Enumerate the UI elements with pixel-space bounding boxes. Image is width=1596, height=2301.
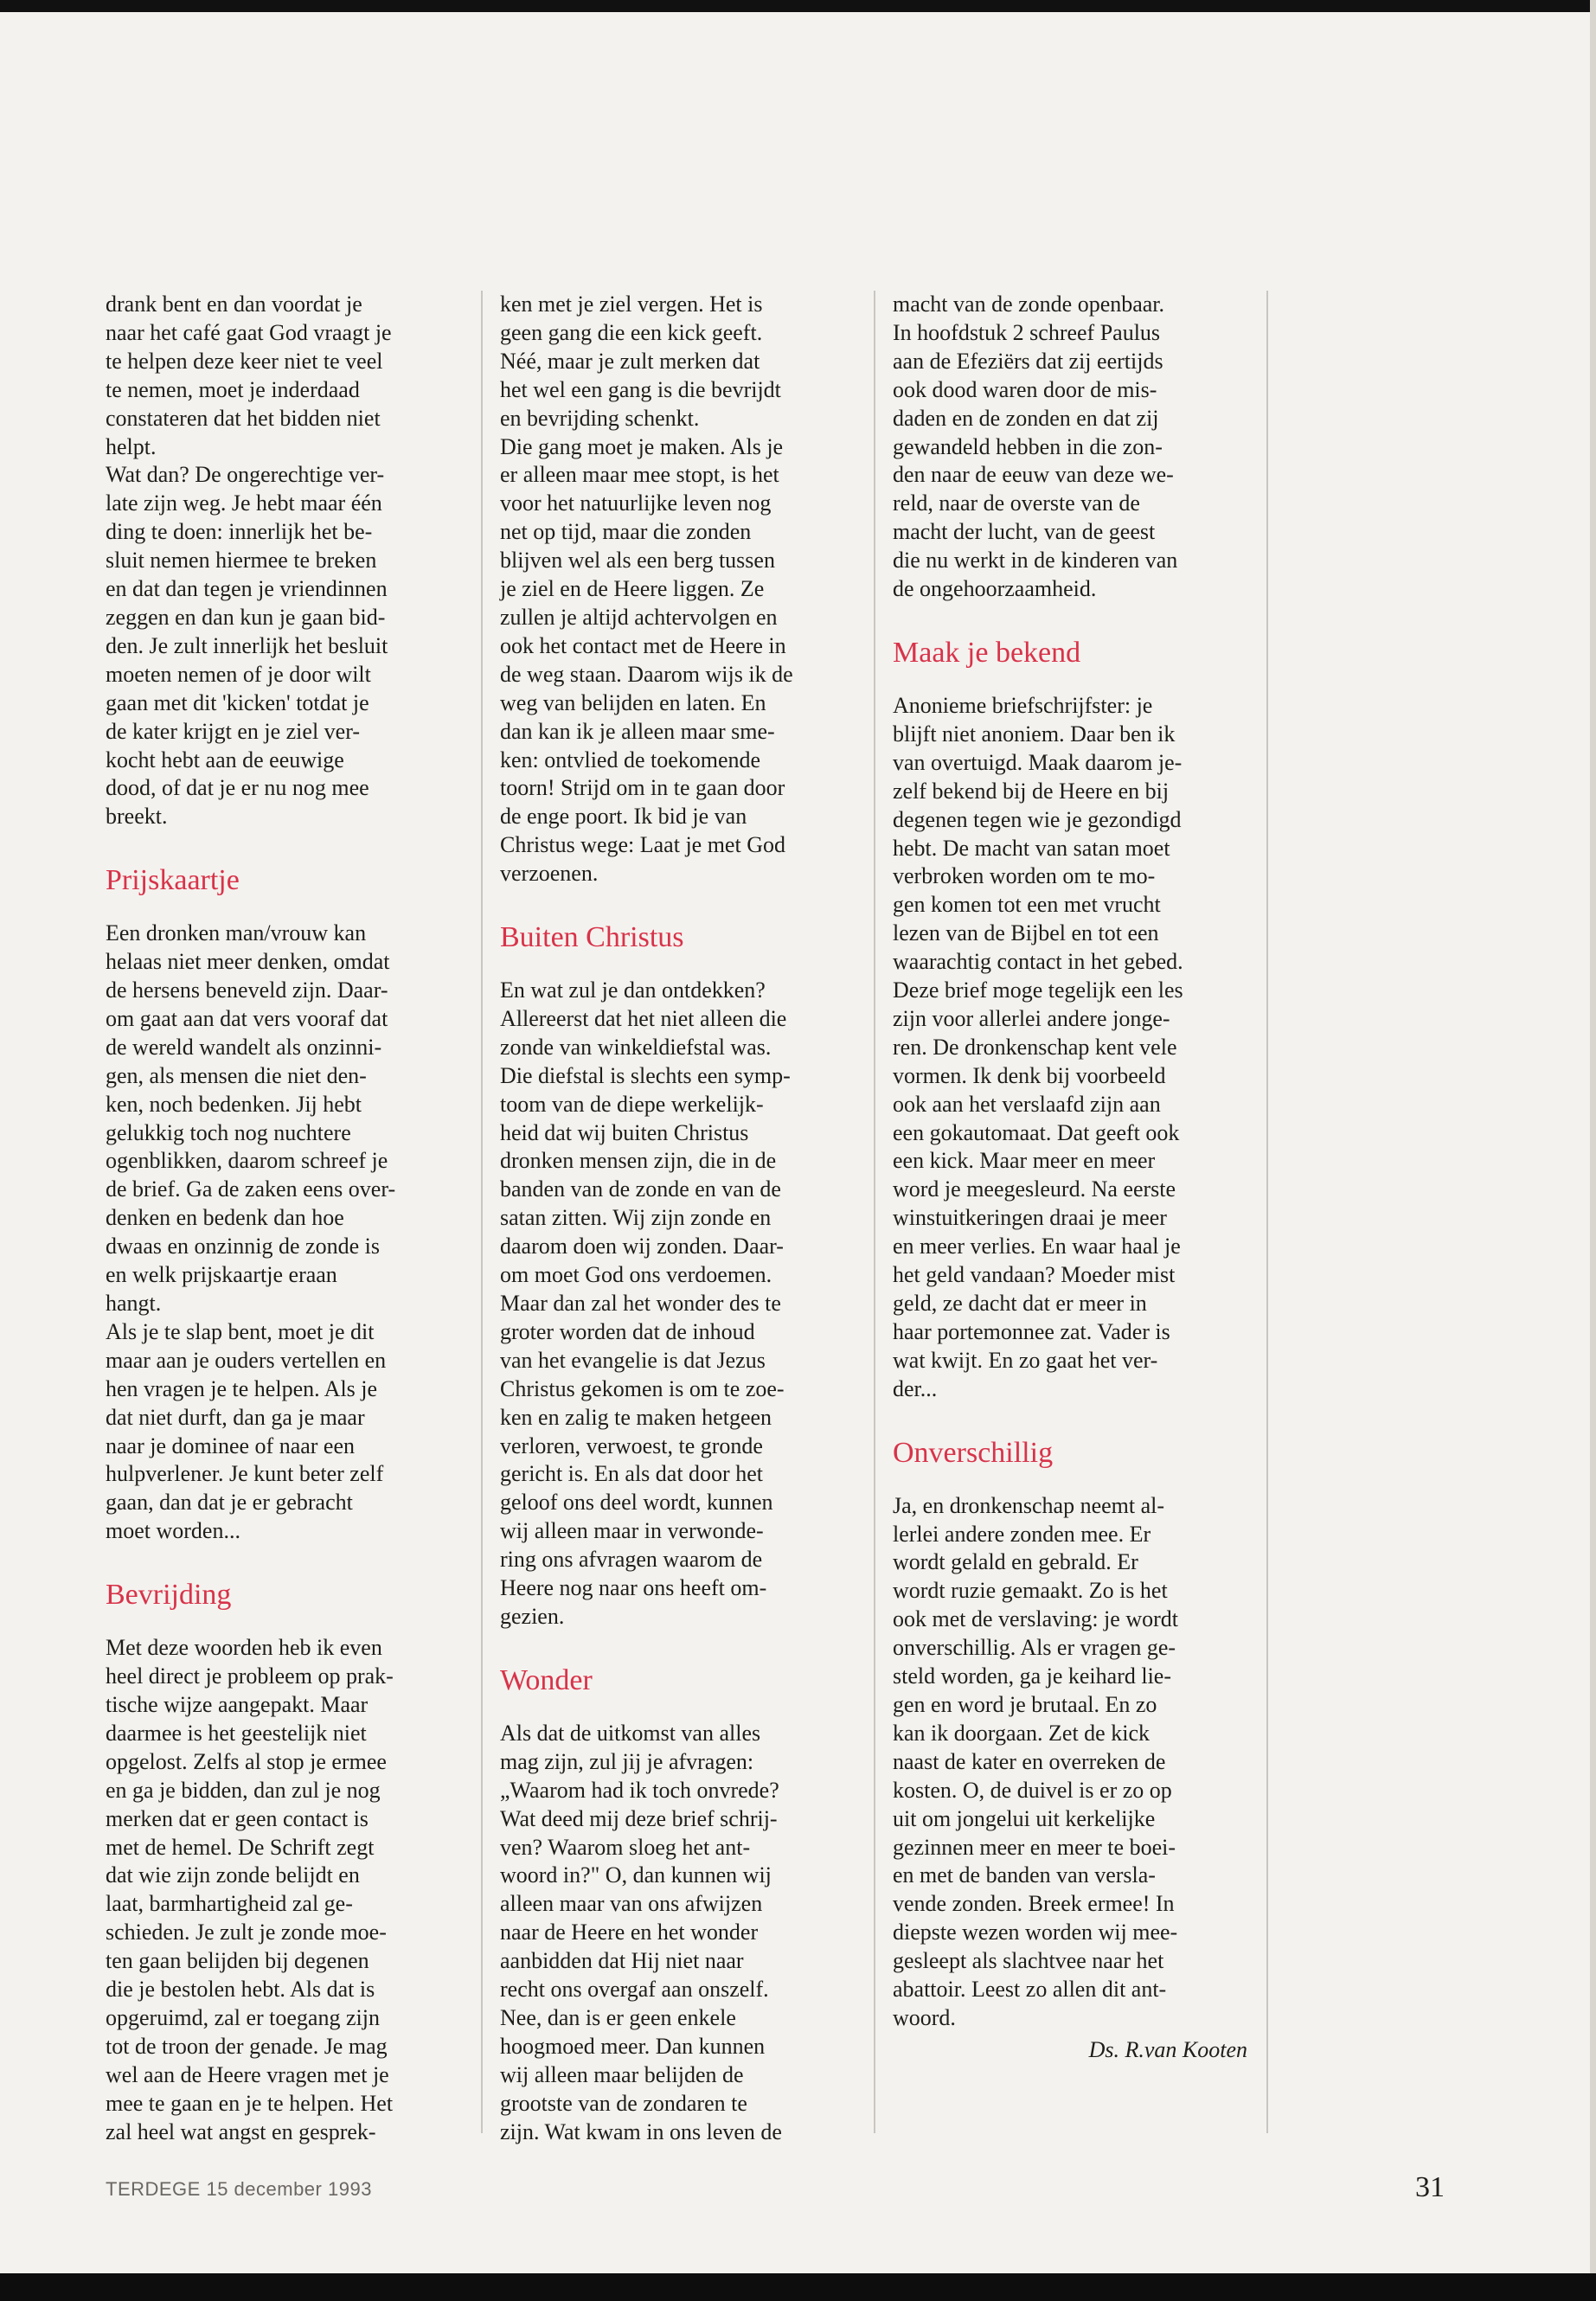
text-line: verzoenen. (500, 861, 599, 887)
text-line: Christus gekomen is om te zoe- (500, 1375, 785, 1401)
text-line: schieden. Je zult je zonde moe- (106, 1920, 387, 1945)
text-line: woord. (893, 2004, 956, 2030)
article-column-3 (893, 291, 1247, 2065)
text-line: met de hemel. De Schrift zegt (106, 1834, 375, 1860)
article-column-1 (106, 291, 460, 2146)
paragraph (500, 433, 855, 889)
text-line: vormen. Ik denk bij voorbeeld (893, 1062, 1166, 1088)
text-line: om moet God ons verdoemen. (500, 1262, 772, 1288)
text-line: en bevrijding schenkt. (500, 405, 700, 431)
text-line: laat, barmhartigheid zal ge- (106, 1891, 353, 1917)
section-heading: Bevrijding (106, 1579, 232, 1612)
text-line: wij alleen maar belijden de (500, 2061, 744, 2087)
text-line: grootste van de zondaren te (500, 2090, 747, 2116)
text-line: dwaas en onzinnig de zonde is (106, 1234, 380, 1259)
section-heading: Onverschillig (893, 1436, 1054, 1469)
text-line: geen gang die een kick geeft. (500, 319, 763, 345)
text-line: dat niet durft, dan ga je maar (106, 1404, 365, 1430)
text-line: ook aan het verslaafd zijn aan (893, 1091, 1161, 1117)
paragraph (106, 1318, 460, 1546)
text-line: maar aan je ouders vertellen en (106, 1347, 387, 1373)
text-line: die nu werkt in de kinderen van (893, 548, 1178, 574)
text-line: helpt. (106, 433, 157, 459)
text-line: daarmee is het geestelijk niet (106, 1720, 367, 1746)
author-signature: Ds. R.van Kooten (1088, 2036, 1247, 2062)
text-line: wat kwijt. En zo gaat het ver- (893, 1347, 1158, 1373)
text-line: gezien. (500, 1603, 565, 1629)
text-line: de weg staan. Daarom wijs ik de (500, 661, 793, 687)
text-line: gelukkig toch nog nuchtere (106, 1119, 351, 1145)
text-line: macht der lucht, van de geest (893, 519, 1156, 545)
text-line: opgeruimd, zal er toegang zijn (106, 2004, 380, 2030)
text-line: gaan, dan dat je er gebracht (106, 1490, 353, 1516)
text-line: en welk prijskaartje eraan (106, 1262, 337, 1288)
text-line: Die gang moet je maken. Als je (500, 433, 784, 459)
text-line: de ongehoorzaamheid. (893, 576, 1097, 602)
paragraph (500, 291, 855, 433)
text-line: zal heel wat angst en gesprek- (106, 2118, 376, 2144)
text-line: diepste wezen worden wij mee- (893, 1920, 1178, 1945)
text-line: opgelost. Zelfs al stop je ermee (106, 1748, 387, 1774)
text-line: toorn! Strijd om in te gaan door (500, 775, 785, 801)
text-line: Wat dan? De ongerechtige ver- (106, 462, 385, 488)
text-line: naar je dominee of naar een (106, 1433, 356, 1458)
text-line: om gaat aan dat vers vooraf dat (106, 1005, 388, 1031)
text-line: er alleen maar mee stopt, is het (500, 462, 779, 488)
paragraph (106, 461, 460, 831)
page-number: 31 (1415, 2171, 1445, 2203)
text-line: je ziel en de Heere liggen. Ze (500, 576, 765, 602)
paragraph (893, 692, 1247, 1404)
text-line: gesleept als slachtvee naar het (893, 1948, 1164, 1974)
text-line: dood, of dat je er nu nog mee (106, 775, 369, 801)
text-line: satan zitten. Wij zijn zonde en (500, 1205, 772, 1231)
text-line: Heere nog naar ons heeft om- (500, 1575, 767, 1601)
text-line: blijven wel als een berg tussen (500, 548, 775, 574)
text-line: heid dat wij buiten Christus (500, 1119, 749, 1145)
text-line: zullen je altijd achtervolgen en (500, 604, 778, 630)
text-line: Ja, en dronkenschap neemt al- (893, 1492, 1165, 1518)
text-line: merken dat er geen contact is (106, 1805, 369, 1831)
text-line: te nemen, moet je inderdaad (106, 376, 360, 402)
text-line: de brief. Ga de zaken eens over- (106, 1176, 396, 1202)
text-line: denken en bedenk dan hoe (106, 1205, 344, 1231)
text-line: blijft niet anoniem. Daar ben ik (893, 721, 1176, 747)
text-line: ogenblikken, daarom schreef je (106, 1148, 388, 1174)
text-line: macht van de zonde openbaar. (893, 292, 1165, 317)
text-line: lerlei andere zonden mee. Er (893, 1521, 1151, 1547)
text-line: ken met je ziel vergen. Het is (500, 292, 763, 317)
text-line: woord in?" O, dan kunnen wij (500, 1862, 772, 1888)
text-line: Als je te slap bent, moet je dit (106, 1318, 375, 1344)
text-line: vende zonden. Breek ermee! In (893, 1891, 1175, 1917)
text-line: net op tijd, maar die zonden (500, 519, 752, 545)
paragraph (500, 977, 855, 1631)
section-heading: Wonder (500, 1663, 593, 1696)
text-line: kan ik doorgaan. Zet de kick (893, 1720, 1150, 1746)
text-line: uit om jongelui uit kerkelijke (893, 1805, 1156, 1831)
text-line: de enge poort. Ik bid je van (500, 804, 747, 830)
text-line: gen, als mensen die niet den- (106, 1062, 367, 1088)
text-line: hen vragen je te helpen. Als je (106, 1375, 378, 1401)
text-line: toom van de diepe werkelijk- (500, 1091, 764, 1117)
text-line: en ga je bidden, dan zul je nog (106, 1777, 381, 1803)
text-line: het geld vandaan? Moeder mist (893, 1262, 1176, 1288)
text-line: zijn voor allerlei andere jonge- (893, 1005, 1170, 1031)
text-line: en meer verlies. En waar haal je (893, 1234, 1181, 1259)
text-line: dan kan ik je alleen maar sme- (500, 718, 775, 744)
text-line: zijn. Wat kwam in ons leven de (500, 2118, 782, 2144)
text-line: ken, noch bedenken. Jij hebt (106, 1091, 362, 1117)
text-line: reld, naar de overste van de (893, 490, 1140, 516)
text-line: tot de troon der genade. Je mag (106, 2033, 388, 2059)
page-top-border (0, 0, 1596, 12)
text-line: Nee, dan is er geen enkele (500, 2004, 736, 2030)
text-line: moeten nemen of je door wilt (106, 661, 371, 687)
paragraph (500, 1720, 855, 2147)
paragraph (893, 291, 1247, 604)
text-line: zeggen en dan kun je gaan bid- (106, 604, 386, 630)
text-line: haar portemonnee zat. Vader is (893, 1318, 1170, 1344)
text-line: wij alleen maar in verwonde- (500, 1518, 764, 1544)
text-line: een gokautomaat. Dat geeft ook (893, 1119, 1180, 1145)
text-line: Met deze woorden heb ik even (106, 1635, 382, 1661)
text-line: dat wie zijn zonde belijdt en (106, 1862, 360, 1888)
text-line: gezinnen meer en meer te boei- (893, 1834, 1176, 1860)
text-line: degenen tegen wie je gezondigd (893, 806, 1182, 832)
article-column-2 (500, 291, 855, 2146)
text-line: hulpverlener. Je kunt beter zelf (106, 1461, 384, 1487)
text-line: van overtuigd. Maak daarom je- (893, 749, 1183, 775)
text-line: dronken mensen zijn, die in de (500, 1148, 777, 1174)
text-line: naast de kater en overreken de (893, 1748, 1166, 1774)
section-heading: Maak je bekend (893, 636, 1081, 669)
text-line: verbroken worden om te mo- (893, 863, 1156, 889)
section-heading: Prijskaartje (106, 864, 240, 897)
text-line: voor het natuurlijke leven nog (500, 490, 772, 516)
text-line: ken: ontvlied de toekomende (500, 747, 761, 772)
text-line: weg van belijden en laten. En (500, 689, 766, 715)
text-line: gewandeld hebben in die zon- (893, 433, 1163, 459)
text-line: die je bestolen hebt. Als dat is (106, 1977, 375, 2003)
text-line: den naar de eeuw van deze we- (893, 462, 1174, 488)
text-line: en dat dan tegen je vriendinnen (106, 576, 388, 602)
text-line: ken en zalig te maken hetgeen (500, 1404, 772, 1430)
text-line: der... (893, 1375, 938, 1401)
text-line: abattoir. Leest zo allen dit ant- (893, 1977, 1167, 2003)
text-line: „Waarom had ik toch onvrede? (500, 1777, 779, 1803)
text-line: zonde van winkeldiefstal was. (500, 1034, 772, 1060)
text-line: En wat zul je dan ontdekken? (500, 977, 766, 1003)
text-line: daden en de zonden en dat zij (893, 405, 1159, 431)
text-line: ven? Waarom sloeg het ant- (500, 1834, 751, 1860)
text-line: den. Je zult innerlijk het besluit (106, 632, 388, 658)
text-line: Deze brief moge tegelijk een les (893, 977, 1183, 1003)
text-line: lezen van de Bijbel en tot een (893, 920, 1159, 946)
paragraph (106, 291, 460, 461)
text-line: en met de banden van versla- (893, 1862, 1156, 1888)
text-line: Anonieme briefschrijfster: je (893, 692, 1153, 718)
text-line: hangt. (106, 1291, 162, 1316)
text-line: ook met de verslaving: je wordt (893, 1606, 1178, 1632)
paragraph (106, 1634, 460, 2146)
text-line: gen en word je brutaal. En zo (893, 1691, 1157, 1717)
text-line: late zijn weg. Je hebt maar één (106, 490, 382, 516)
page-right-edge (1590, 0, 1596, 2301)
text-line: geloof ons deel wordt, kunnen (500, 1490, 773, 1516)
text-line: onverschillig. Als er vragen ge- (893, 1635, 1176, 1661)
text-line: gen komen tot een met vrucht (893, 892, 1161, 918)
text-line: Een dronken man/vrouw kan (106, 920, 367, 946)
text-line: te helpen deze keer niet te veel (106, 348, 383, 374)
page-bottom-border (0, 2273, 1596, 2301)
text-line: sluit nemen hiermee te breken (106, 548, 377, 574)
text-line: Die diefstal is slechts een symp- (500, 1062, 791, 1088)
text-line: wordt ruzie gemaakt. Zo is het (893, 1578, 1168, 1604)
text-line: kosten. O, de duivel is er zo op (893, 1777, 1172, 1803)
text-line: ring ons afvragen waarom de (500, 1547, 763, 1573)
text-line: ren. De dronkenschap kent vele (893, 1034, 1177, 1060)
text-line: het wel een gang is die bevrijdt (500, 376, 781, 402)
text-line: recht ons overgaf aan onszelf. (500, 1977, 769, 2003)
text-line: ook dood waren door de mis- (893, 376, 1157, 402)
text-line: Wat deed mij deze brief schrij- (500, 1805, 778, 1831)
text-line: zelf bekend bij de Heere en bij (893, 778, 1170, 804)
text-line: In hoofdstuk 2 schreef Paulus (893, 319, 1161, 345)
text-line: naar de Heere en het wonder (500, 1920, 759, 1945)
text-line: mag zijn, zul jij je afvragen: (500, 1748, 754, 1774)
text-line: heel direct je probleem op prak- (106, 1663, 394, 1689)
text-line: constateren dat het bidden niet (106, 405, 381, 431)
text-line: hebt. De macht van satan moet (893, 835, 1170, 861)
text-line: alleen maar van ons afwijzen (500, 1891, 763, 1917)
text-line: kocht hebt aan de eeuwige (106, 747, 344, 772)
text-line: helaas niet meer denken, omdat (106, 949, 390, 975)
text-line: van het evangelie is dat Jezus (500, 1347, 766, 1373)
text-line: steld worden, ga je keihard lie- (893, 1663, 1171, 1689)
text-line: breekt. (106, 804, 168, 830)
footer-magazine-date: TERDEGE 15 december 1993 (106, 2178, 372, 2200)
text-line: Maar dan zal het wonder des te (500, 1291, 781, 1316)
section-heading: Buiten Christus (500, 921, 684, 954)
text-line: wordt gelald en gebrald. Er (893, 1549, 1138, 1575)
text-line: moet worden... (106, 1518, 240, 1544)
text-line: drank bent en dan voordat je (106, 292, 362, 317)
text-line: ook het contact met de Heere in (500, 632, 786, 658)
text-line: word je meegesleurd. Na eerste (893, 1176, 1176, 1202)
text-line: de kater krijgt en je ziel ver- (106, 718, 360, 744)
text-line: geld, ze dacht dat er meer in (893, 1291, 1147, 1316)
text-line: aan de Efeziërs dat zij eertijds (893, 348, 1163, 374)
text-line: aanbidden dat Hij niet naar (500, 1948, 744, 1974)
text-line: Néé, maar je zult merken dat (500, 348, 760, 374)
text-line: tische wijze aangepakt. Maar (106, 1691, 369, 1717)
text-line: hoogmoed meer. Dan kunnen (500, 2033, 766, 2059)
text-line: de wereld wandelt als onzinni- (106, 1034, 382, 1060)
column-divider (481, 291, 483, 2133)
text-line: naar het café gaat God vraagt je (106, 319, 392, 345)
paragraph (106, 920, 460, 1318)
text-line: gericht is. En als dat door het (500, 1461, 763, 1487)
text-line: gaan met dit 'kicken' totdat je (106, 689, 369, 715)
text-line: banden van de zonde en van de (500, 1176, 781, 1202)
text-line: waarachtig contact in het gebed. (893, 949, 1183, 975)
text-line: wel aan de Heere vragen met je (106, 2061, 389, 2087)
text-line: Als dat de uitkomst van alles (500, 1720, 761, 1746)
text-line: Christus wege: Laat je met God (500, 832, 785, 858)
column-divider (874, 291, 875, 2133)
text-line: Allereerst dat het niet alleen die (500, 1005, 787, 1031)
text-line: winstuitkeringen draai je meer (893, 1205, 1167, 1231)
column-divider (1266, 291, 1268, 2133)
text-line: de hersens beneveld zijn. Daar- (106, 977, 388, 1003)
paragraph (893, 1492, 1247, 2033)
text-line: een kick. Maar meer en meer (893, 1148, 1156, 1174)
text-line: mee te gaan en je te helpen. Het (106, 2090, 394, 2116)
text-line: ding te doen: innerlijk het be- (106, 519, 373, 545)
text-line: groter worden dat de inhoud (500, 1318, 755, 1344)
text-line: ten gaan belijden bij degenen (106, 1948, 369, 1974)
text-line: daarom doen wij zonden. Daar- (500, 1234, 784, 1259)
text-line: verloren, verwoest, te gronde (500, 1433, 763, 1458)
